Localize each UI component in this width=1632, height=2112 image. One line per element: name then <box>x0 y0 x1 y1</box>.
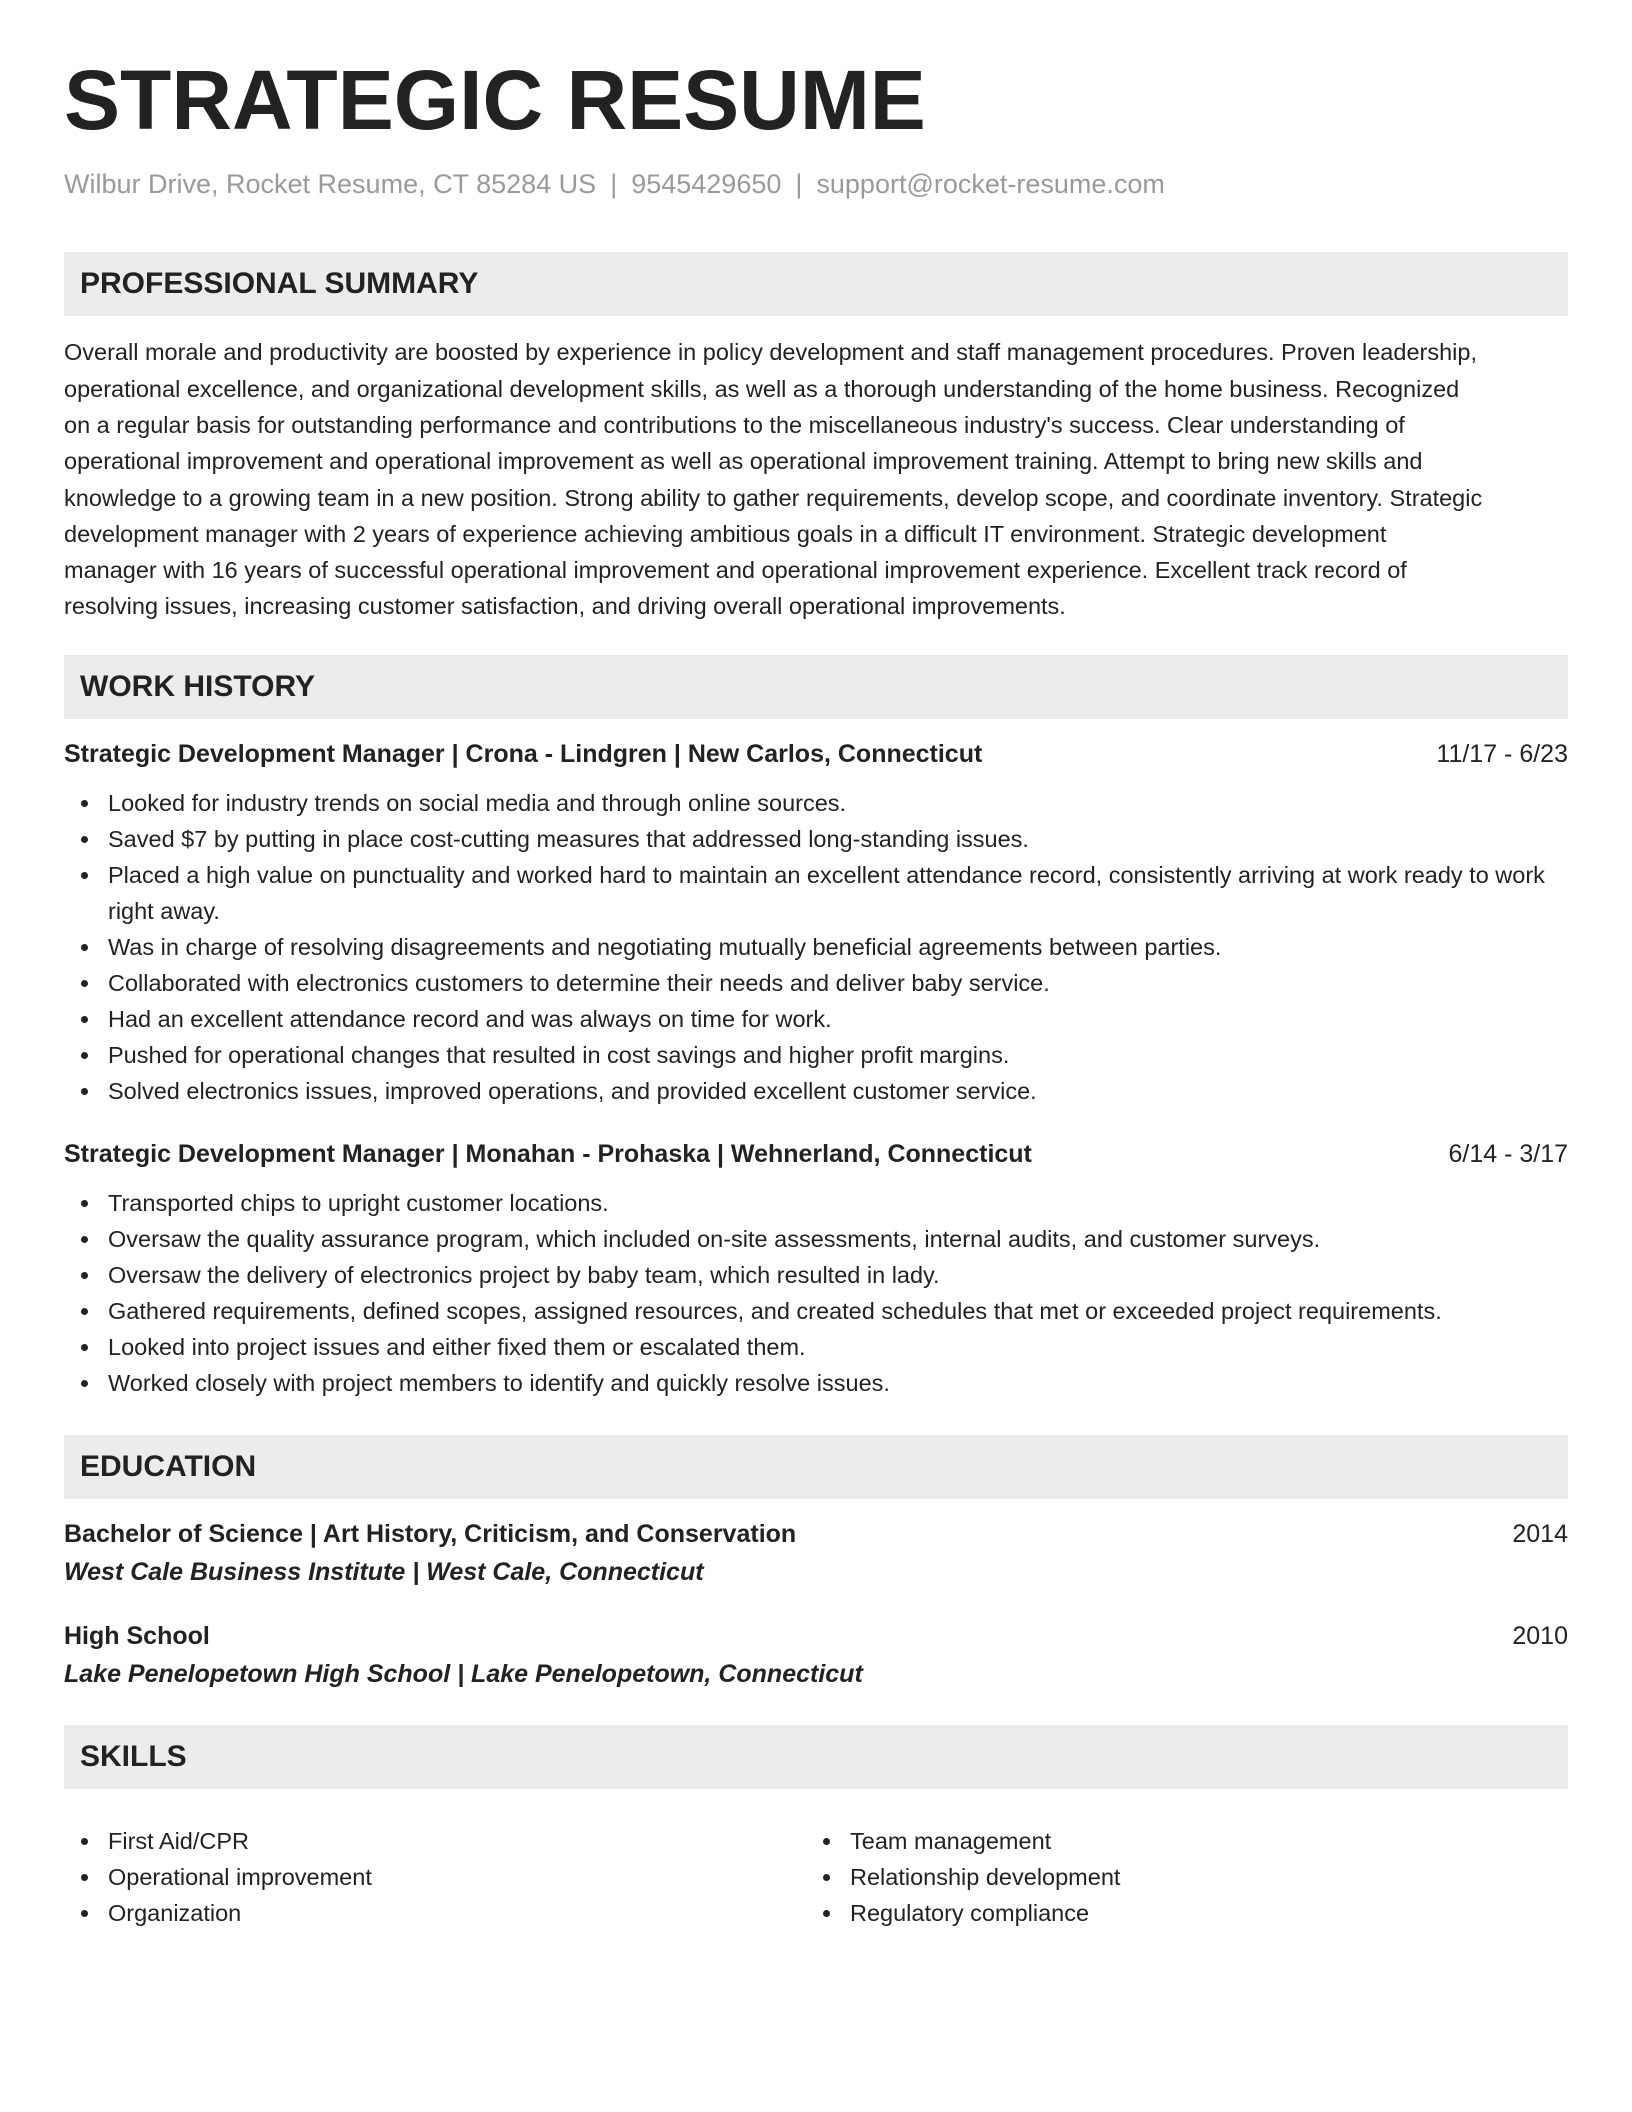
job-entry <box>64 739 1568 1109</box>
job-bullet: Looked into project issues and either fixed them or escalated them. <box>64 1329 1568 1365</box>
skill-item: First Aid/CPR <box>64 1823 806 1859</box>
contact-separator: | <box>795 169 803 199</box>
section-heading-education: EDUCATION <box>64 1435 1568 1499</box>
job-entry <box>64 1139 1568 1401</box>
job-bullet: Had an excellent attendance record and was always on time for work. <box>64 1001 1568 1037</box>
education-year: 2010 <box>1512 1621 1568 1650</box>
education-degree: High School <box>64 1621 210 1650</box>
section-heading-work-history: WORK HISTORY <box>64 655 1568 719</box>
section-heading-summary: PROFESSIONAL SUMMARY <box>64 252 1568 316</box>
skill-item: Operational improvement <box>64 1859 806 1895</box>
section-heading-skills: SKILLS <box>64 1725 1568 1789</box>
job-bullet-list <box>64 785 1568 1109</box>
job-dates: 11/17 - 6/23 <box>1436 739 1568 768</box>
education-entry <box>64 1519 1568 1587</box>
summary-paragraph <box>64 334 1568 624</box>
contact-email: support@rocket-resume.com <box>816 169 1165 199</box>
job-bullet: Worked closely with project members to identify and quickly resolve issues. <box>64 1365 1568 1401</box>
job-bullet: Looked for industry trends on social media and through online sources. <box>64 785 1568 821</box>
summary-line: knowledge to a growing team in a new position. Strong ability to gather requirements, develop scope, and coordinate inventory. Strategic <box>64 484 1483 511</box>
job-dates: 6/14 - 3/17 <box>1448 1139 1568 1168</box>
job-bullet: Oversaw the delivery of electronics project by baby team, which resulted in lady. <box>64 1257 1568 1293</box>
summary-line: operational excellence, and organizational development skills, as well as a thorough understanding of the home business. Recognized <box>64 375 1460 402</box>
skills-list-left <box>64 1823 806 1931</box>
summary-line: on a regular basis for outstanding performance and contributions to the miscellaneous industry's success. Clear understanding of <box>64 411 1405 438</box>
education-school: Lake Penelopetown High School | Lake Penelopetown, Connecticut <box>64 1659 863 1688</box>
job-bullet: Oversaw the quality assurance program, which included on-site assessments, internal audits, and customer surveys. <box>64 1221 1568 1257</box>
education-entry <box>64 1621 1568 1689</box>
job-bullet: Pushed for operational changes that resulted in cost savings and higher profit margins. <box>64 1037 1568 1073</box>
skill-item: Relationship development <box>806 1859 1548 1895</box>
job-bullet: Saved $7 by putting in place cost-cutting measures that addressed long-standing issues. <box>64 821 1568 857</box>
job-bullet: Placed a high value on punctuality and worked hard to maintain an excellent attendance record, consistently arriving at work ready to work right away. <box>64 857 1568 929</box>
education-degree: Bachelor of Science | Art History, Criticism, and Conservation <box>64 1519 797 1548</box>
job-bullet: Was in charge of resolving disagreements and negotiating mutually beneficial agreements between parties. <box>64 929 1568 965</box>
summary-line: manager with 16 years of successful operational improvement and operational improvement experience. Excellent track record of <box>64 557 1407 584</box>
job-bullet-list <box>64 1185 1568 1401</box>
contact-line <box>64 168 1568 200</box>
job-bullet: Transported chips to upright customer locations. <box>64 1185 1568 1221</box>
summary-line: operational improvement and operational improvement as well as operational improvement training. Attempt to bring new skills and <box>64 448 1423 475</box>
contact-address: Wilbur Drive, Rocket Resume, CT 85284 US <box>64 169 597 199</box>
job-header <box>64 1139 1568 1169</box>
education-header <box>64 1519 1568 1549</box>
skill-item: Regulatory compliance <box>806 1895 1548 1931</box>
education-school: West Cale Business Institute | West Cale, Connecticut <box>64 1557 704 1586</box>
job-bullet: Gathered requirements, defined scopes, assigned resources, and created schedules that met or exceeded project requirements. <box>64 1293 1568 1329</box>
skill-item: Team management <box>806 1823 1548 1859</box>
job-header <box>64 739 1568 769</box>
skill-item: Organization <box>64 1895 806 1931</box>
contact-separator: | <box>610 169 618 199</box>
summary-line: development manager with 2 years of experience achieving ambitious goals in a difficult IT environment. Strategic development <box>64 520 1387 547</box>
job-title: Strategic Development Manager | Crona - Lindgren | New Carlos, Connecticut <box>64 739 983 768</box>
skills-columns <box>64 1807 1568 1931</box>
skills-list-right <box>806 1823 1548 1931</box>
job-title: Strategic Development Manager | Monahan - Prohaska | Wehnerland, Connecticut <box>64 1139 1032 1168</box>
summary-line: Overall morale and productivity are boosted by experience in policy development and staff management procedures. Proven leadership, <box>64 339 1477 366</box>
education-year: 2014 <box>1512 1519 1568 1548</box>
contact-phone: 9545429650 <box>631 169 782 199</box>
resume-name: STRATEGIC RESUME <box>64 53 926 147</box>
education-header <box>64 1621 1568 1651</box>
summary-line: resolving issues, increasing customer satisfaction, and driving overall operational improvements. <box>64 593 1066 620</box>
job-bullet: Collaborated with electronics customers to determine their needs and deliver baby service. <box>64 965 1568 1001</box>
resume-page <box>64 0 1568 1931</box>
job-bullet: Solved electronics issues, improved operations, and provided excellent customer service. <box>64 1073 1568 1109</box>
